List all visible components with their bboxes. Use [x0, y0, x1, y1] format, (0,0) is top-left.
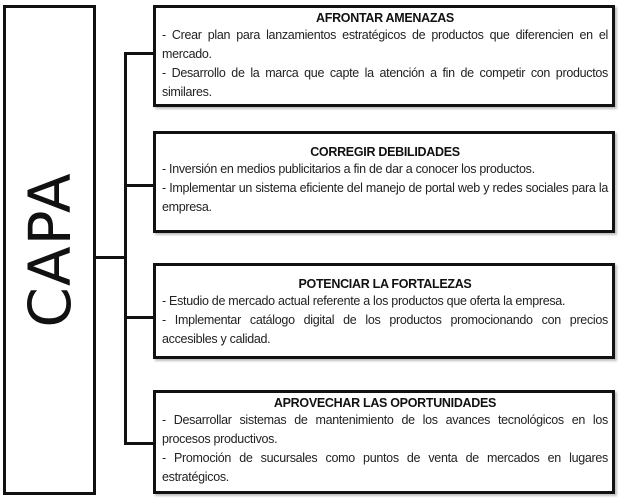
box-item: - Desarrollar sistemas de mantenimiento de los avances tecnológicos en los procesos productivos.: [162, 413, 608, 446]
box-aprovechar-oportunidades: [153, 390, 615, 494]
root-node-capa: [3, 5, 96, 495]
box-potenciar-fortalezas: [153, 263, 615, 359]
connector-branch-2: [124, 184, 155, 187]
box-title: AFRONTAR AMENAZAS: [316, 11, 454, 25]
box-corregir-debilidades: [153, 131, 615, 233]
box-item: - Implementar catálogo digital de los productos promocionando con precios accesibles y calidad.: [162, 313, 608, 346]
root-label: CAPA: [15, 172, 84, 328]
connector-branch-4: [124, 442, 155, 445]
connector-root-horizontal: [93, 256, 127, 259]
connector-branch-3: [124, 316, 155, 319]
box-afrontar-amenazas: [153, 5, 615, 107]
box-title: APROVECHAR LAS OPORTUNIDADES: [273, 396, 497, 410]
box-item: - Implementar un sistema eficiente del manejo de portal web y redes sociales para la empresa.: [162, 181, 608, 214]
box-item: - Desarrollo de la marca que capte la atención a fin de competir con productos similares.: [162, 66, 608, 99]
box-item: - Crear plan para lanzamientos estratégicos de productos que diferencien en el mercado.: [162, 28, 608, 61]
box-item: - Promoción de sucursales como puntos de venta de mercados en lugares estratégicos.: [162, 451, 608, 484]
box-item: - Estudio de mercado actual referente a los productos que oferta la empresa.: [162, 294, 566, 308]
connector-vertical-trunk: [124, 52, 127, 445]
box-title: POTENCIAR LA FORTALEZAS: [298, 277, 472, 291]
connector-branch-1: [124, 52, 155, 55]
box-title: CORREGIR DEBILIDADES: [310, 145, 460, 159]
box-item: - Inversión en medios publicitarios a fin de dar a conocer los productos.: [162, 162, 535, 176]
